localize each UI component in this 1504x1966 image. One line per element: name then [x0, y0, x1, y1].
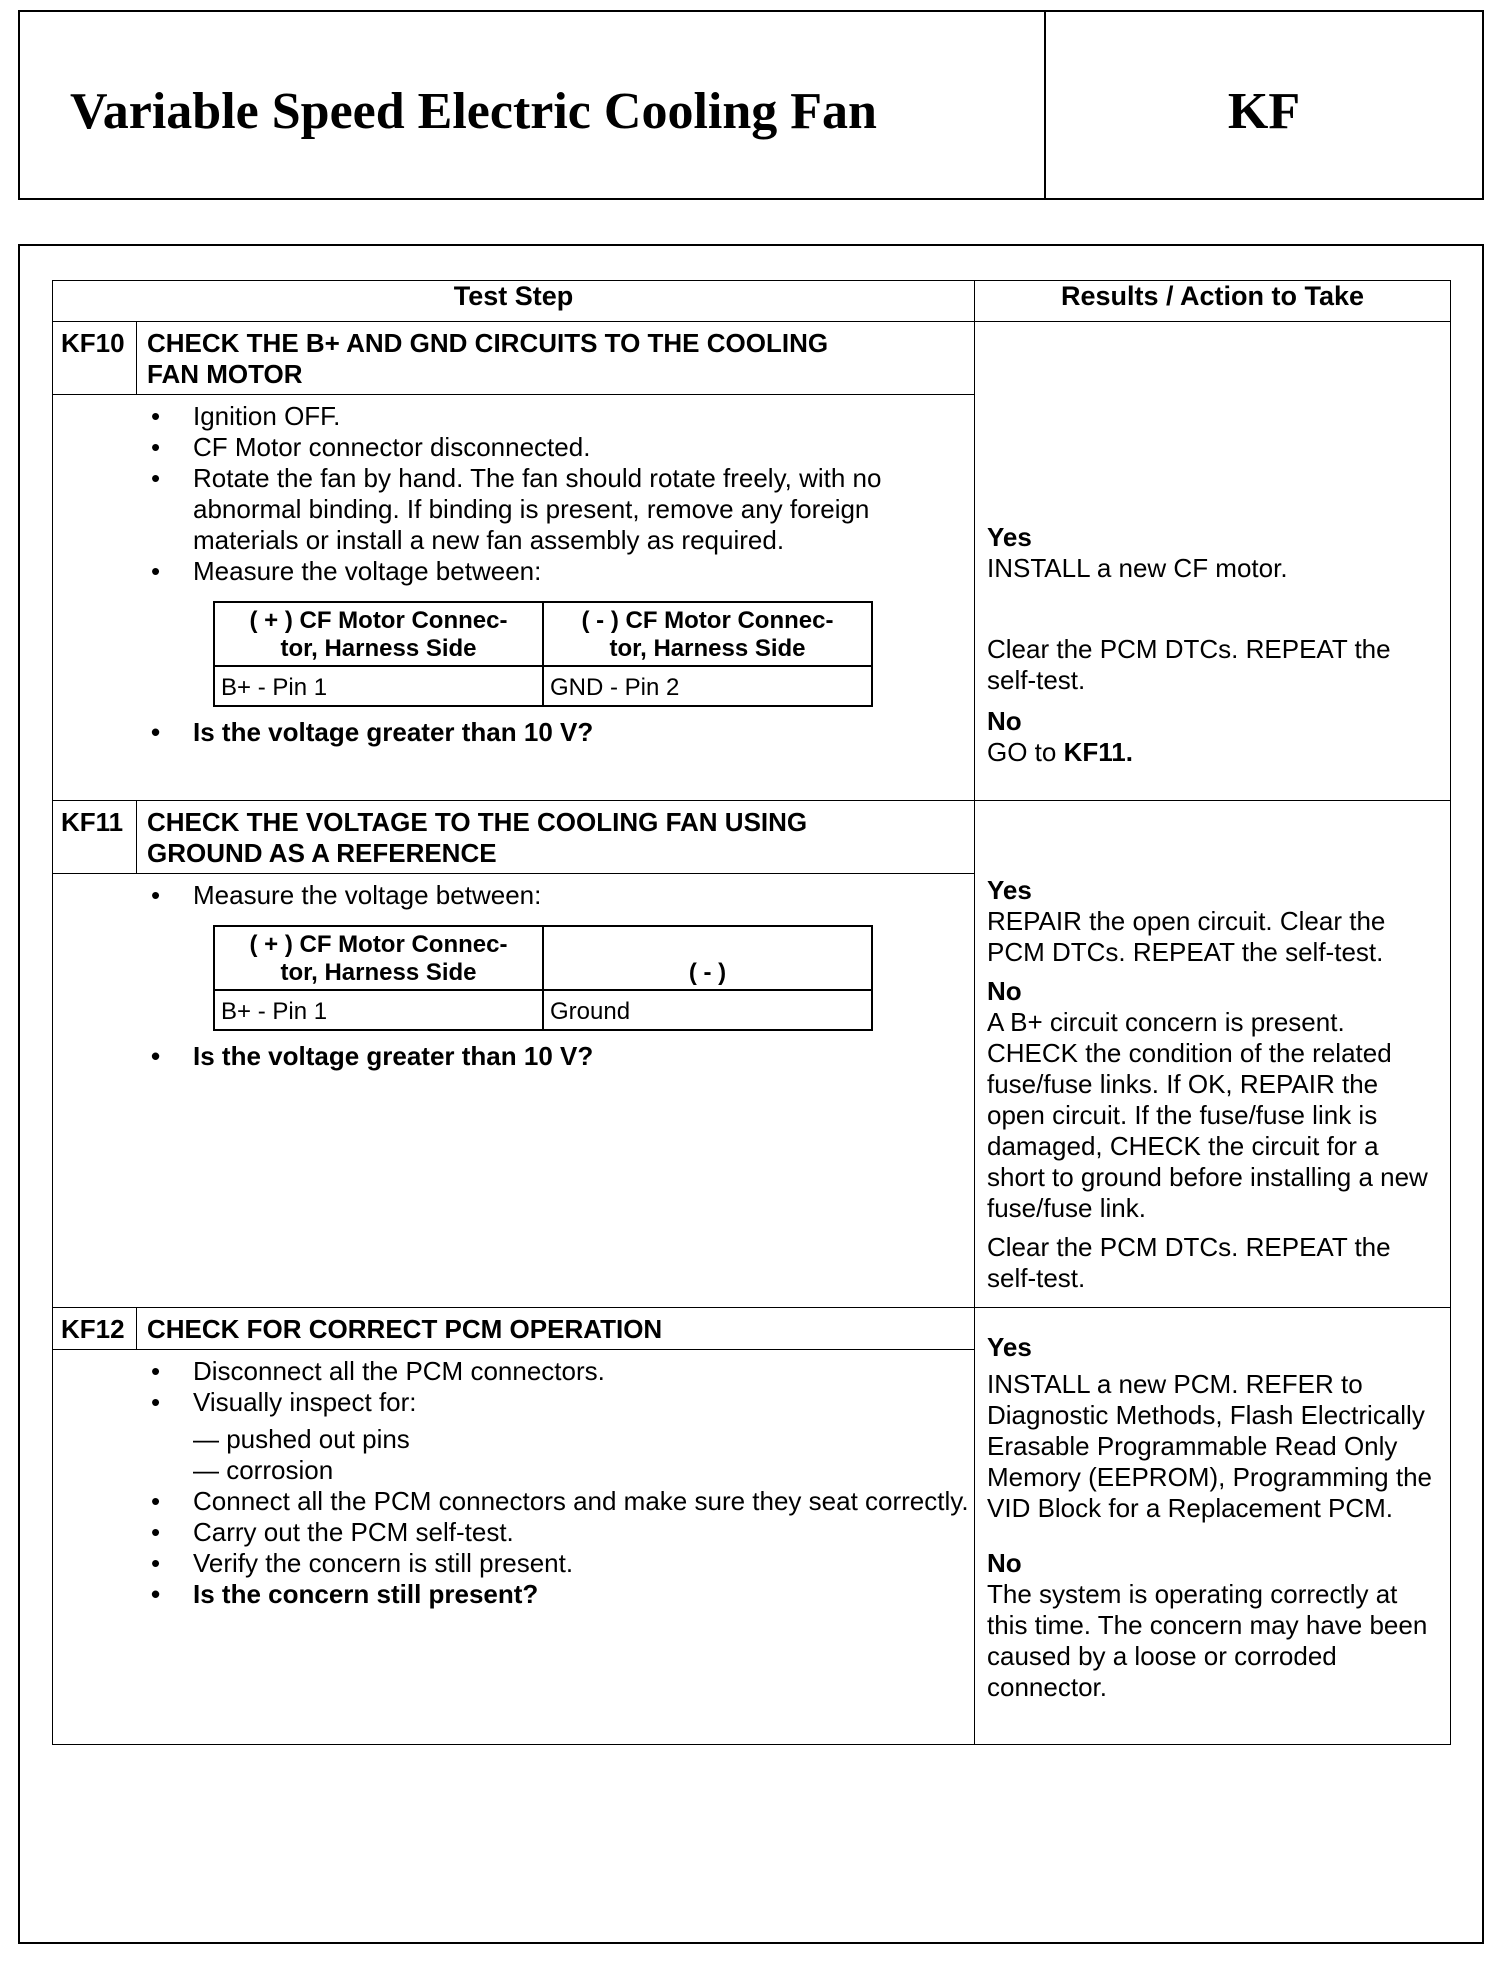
list-item: — pushed out pins [193, 1424, 410, 1454]
table-row [53, 322, 1451, 801]
clear-text: Clear the PCM DTCs. REPEAT the self-test. [987, 1232, 1391, 1293]
list-item: • Connect all the PCM connectors and make sure they seat correctly. [149, 1486, 974, 1517]
no-text: The system is operating correctly at this time. The concern may have been caused by a loose or corroded connector. [987, 1579, 1428, 1702]
yes-label: Yes [987, 875, 1032, 905]
results-cell [975, 1308, 1451, 1745]
yes-text: INSTALL a new CF motor. [987, 553, 1288, 583]
meas-value-negative: GND - Pin 2 [543, 666, 872, 706]
page-title: Variable Speed Electric Cooling Fan [70, 83, 877, 140]
question-list [149, 1041, 974, 1072]
step-body [53, 874, 974, 1076]
list-item: • Measure the voltage between: [149, 556, 974, 587]
step-body [53, 1350, 974, 1614]
list-item: • Rotate the fan by hand. The fan should rotate freely, with no abnormal binding. If binding is present, remove any foreign materials or install a new fan assembly as required. [149, 463, 974, 556]
list-item: • Ignition OFF. [149, 401, 974, 432]
instruction-list [149, 880, 974, 911]
yes-text: INSTALL a new PCM. REFER to Diagnostic Methods, Flash Electrically Erasable Programmable Read Only Memory (EEPROM), Programming the VID Block for a Replacement PCM. [987, 1369, 1432, 1523]
meas-value-positive: B+ - Pin 1 [214, 990, 543, 1030]
step-header [53, 322, 974, 395]
yes-label: Yes [987, 522, 1032, 552]
meas-header-positive: ( + ) CF Motor Connec- tor, Harness Side [214, 926, 543, 990]
step-title: CHECK FOR CORRECT PCM OPERATION [147, 1314, 663, 1344]
no-text: A B+ circuit concern is present. CHECK the condition of the related fuse/fuse links. If OK, REPAIR the open circuit. If the fuse/fuse link is damaged, CHECK the circuit for a short to ground before installing a new fuse/fuse link. [987, 1007, 1428, 1223]
step-header [53, 801, 974, 874]
col-test-step: Test Step [53, 281, 975, 322]
measurement-table [213, 925, 873, 1031]
no-label: No [987, 706, 1022, 736]
no-text-line: GO to KF11. [987, 737, 1133, 767]
list-item: • Disconnect all the PCM connectors. [149, 1356, 974, 1387]
step-question: • Is the voltage greater than 10 V? [149, 1041, 974, 1072]
meas-header-negative: ( - ) CF Motor Connec- tor, Harness Side [543, 602, 872, 666]
instruction-list [149, 1356, 974, 1418]
no-label: No [987, 976, 1022, 1006]
meas-value-positive: B+ - Pin 1 [214, 666, 543, 706]
yes-label: Yes [987, 1332, 1032, 1362]
list-item: • Verify the concern is still present. [149, 1548, 974, 1579]
step-header [53, 1308, 974, 1350]
no-label: No [987, 1548, 1022, 1578]
section-code: KF [1227, 83, 1301, 140]
step-body [53, 395, 974, 752]
meas-header-negative: ( - ) [543, 926, 872, 990]
results-cell [975, 801, 1451, 1308]
list-item: — corrosion [193, 1455, 334, 1485]
inspection-list [149, 1424, 974, 1486]
measurement-table [213, 601, 873, 707]
list-item: • Visually inspect for: [149, 1387, 974, 1418]
step-id: KF11 [53, 801, 137, 873]
step-id: KF12 [53, 1308, 137, 1349]
col-results: Results / Action to Take [975, 281, 1451, 322]
list-item: • Measure the voltage between: [149, 880, 974, 911]
list-item: • Carry out the PCM self-test. [149, 1517, 974, 1548]
instruction-list [149, 1486, 974, 1610]
diagnostic-table [52, 280, 1451, 1745]
step-title: CHECK THE VOLTAGE TO THE COOLING FAN USING GROUND AS A REFERENCE [147, 807, 808, 868]
step-question: • Is the voltage greater than 10 V? [149, 717, 974, 748]
question-list [149, 717, 974, 748]
page-header [18, 10, 1484, 200]
list-item: • CF Motor connector disconnected. [149, 432, 974, 463]
results-cell [975, 322, 1451, 801]
step-question: • Is the concern still present? [149, 1579, 974, 1610]
result-block [975, 322, 1450, 772]
meas-value-negative: Ground [543, 990, 872, 1030]
result-block [975, 1308, 1450, 1707]
table-row [53, 1308, 1451, 1745]
step-title: CHECK THE B+ AND GND CIRCUITS TO THE COOLING FAN MOTOR [147, 328, 829, 389]
result-block [975, 801, 1450, 1298]
meas-header-positive: ( + ) CF Motor Connec- tor, Harness Side [214, 602, 543, 666]
step-reference-link[interactable]: KF11. [1063, 737, 1133, 767]
yes-text: REPAIR the open circuit. Clear the PCM DTCs. REPEAT the self-test. [987, 906, 1386, 967]
clear-text: Clear the PCM DTCs. REPEAT the self-test. [987, 634, 1391, 695]
table-header-row [53, 281, 1451, 322]
table-row [53, 801, 1451, 1308]
instruction-list [149, 401, 974, 587]
step-id: KF10 [53, 322, 137, 394]
